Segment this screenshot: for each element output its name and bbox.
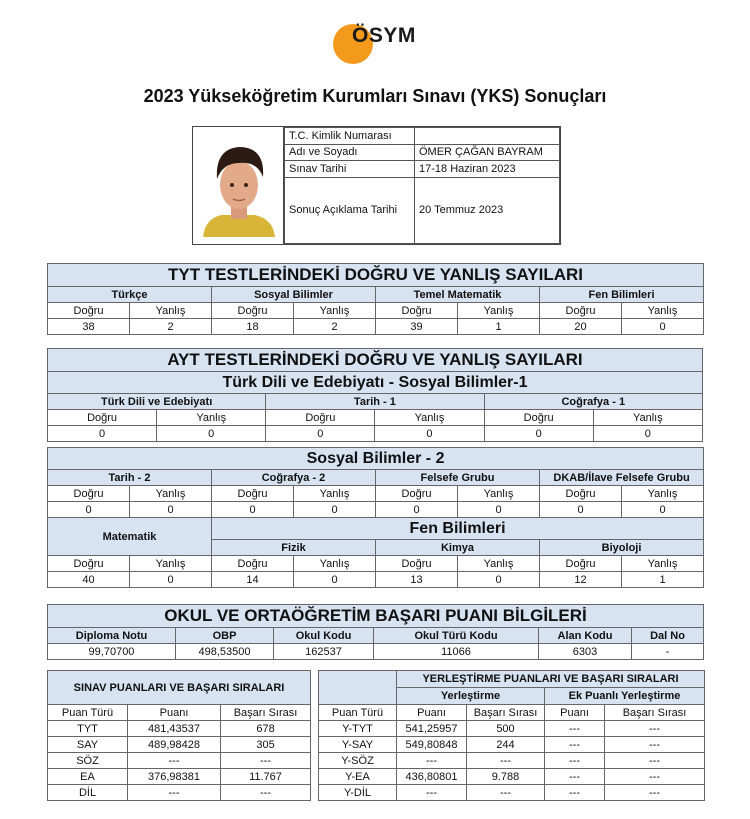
yerlestirme-header: Başarı Sırası bbox=[467, 705, 545, 721]
test-name: DKAB/İlave Felsefe Grubu bbox=[540, 470, 704, 486]
ek-basari-sirasi: --- bbox=[605, 769, 705, 785]
puan-turu: Y-DİL bbox=[319, 785, 397, 801]
test-name: Coğrafya - 2 bbox=[212, 470, 376, 486]
col-dogru: Doğru bbox=[540, 303, 622, 319]
test-name: Felsefe Grubu bbox=[376, 470, 540, 486]
col-yanlis: Yanlış bbox=[157, 410, 266, 426]
test-name: Fizik bbox=[212, 540, 376, 556]
yanlis-value: 0 bbox=[458, 572, 540, 588]
page-title: 2023 Yükseköğretim Kurumları Sınavı (YKS) Sonuçları bbox=[143, 86, 607, 106]
yanlis-value: 0 bbox=[593, 426, 702, 442]
okul-table bbox=[47, 604, 704, 660]
puan: 541,25957 bbox=[397, 721, 467, 737]
dogru-value: 0 bbox=[540, 502, 622, 518]
dogru-value: 0 bbox=[266, 426, 375, 442]
dogru-value: 0 bbox=[48, 426, 157, 442]
test-name: Temel Matematik bbox=[376, 287, 540, 303]
col-dogru: Doğru bbox=[376, 556, 458, 572]
yerlestirme-corner bbox=[319, 671, 397, 705]
test-name: Kimya bbox=[376, 540, 540, 556]
sinav-header: Puanı bbox=[128, 705, 221, 721]
puan-turu: EA bbox=[48, 769, 128, 785]
sinav-header: Başarı Sırası bbox=[221, 705, 311, 721]
table-row bbox=[319, 785, 705, 801]
ek-puan: --- bbox=[545, 753, 605, 769]
col-yanlis: Yanlış bbox=[130, 303, 212, 319]
basari-sirasi: --- bbox=[221, 753, 311, 769]
ek-puan: --- bbox=[545, 785, 605, 801]
puan-turu: DİL bbox=[48, 785, 128, 801]
info-label: Sonuç Açıklama Tarihi bbox=[285, 177, 415, 243]
ek-basari-sirasi: --- bbox=[605, 785, 705, 801]
info-label: T.C. Kimlik Numarası bbox=[285, 128, 415, 145]
table-row bbox=[48, 769, 311, 785]
table-row bbox=[319, 721, 705, 737]
sinav-puanlari-table bbox=[47, 670, 311, 801]
candidate-info-table bbox=[284, 127, 560, 244]
basari-sirasi: 500 bbox=[467, 721, 545, 737]
puan: 489,98428 bbox=[128, 737, 221, 753]
yanlis-value: 2 bbox=[294, 319, 376, 335]
fen-section-title: Fen Bilimleri bbox=[212, 518, 704, 540]
yanlis-value: 0 bbox=[375, 426, 484, 442]
table-row bbox=[319, 769, 705, 785]
info-value bbox=[415, 128, 560, 145]
dogru-value: 13 bbox=[376, 572, 458, 588]
yerlestirme-header: Puan Türü bbox=[319, 705, 397, 721]
table-row bbox=[48, 737, 311, 753]
puan-turu: Y-TYT bbox=[319, 721, 397, 737]
col-yanlis: Yanlış bbox=[622, 556, 704, 572]
puan: 436,80801 bbox=[397, 769, 467, 785]
puan-turu: SÖZ bbox=[48, 753, 128, 769]
yanlis-value: 0 bbox=[622, 319, 704, 335]
test-name: Tarih - 1 bbox=[266, 394, 484, 410]
info-value: 17-18 Haziran 2023 bbox=[415, 161, 560, 178]
col-dogru: Doğru bbox=[540, 486, 622, 502]
dogru-value: 14 bbox=[212, 572, 294, 588]
puan-turu: Y-EA bbox=[319, 769, 397, 785]
yanlis-value: 0 bbox=[157, 426, 266, 442]
dogru-value: 38 bbox=[48, 319, 130, 335]
test-name: Fen Bilimleri bbox=[540, 287, 704, 303]
test-name-matematik: Matematik bbox=[48, 518, 212, 556]
col-yanlis: Yanlış bbox=[458, 556, 540, 572]
ayt-table-1 bbox=[47, 348, 703, 442]
table-row bbox=[48, 753, 311, 769]
col-yanlis: Yanlış bbox=[130, 556, 212, 572]
puan: 376,98381 bbox=[128, 769, 221, 785]
ayt-table-2 bbox=[47, 447, 704, 588]
candidate-info-box bbox=[192, 126, 561, 245]
okul-header: OBP bbox=[176, 628, 274, 644]
basari-sirasi: 11.767 bbox=[221, 769, 311, 785]
yerlestirme-header: Puanı bbox=[397, 705, 467, 721]
okul-value: - bbox=[632, 644, 704, 660]
yanlis-value: 0 bbox=[622, 502, 704, 518]
okul-value: 99,70700 bbox=[48, 644, 176, 660]
col-yanlis: Yanlış bbox=[294, 486, 376, 502]
col-yanlis: Yanlış bbox=[375, 410, 484, 426]
yanlis-value: 1 bbox=[622, 572, 704, 588]
osym-logo-text: ÖSYM bbox=[352, 24, 416, 47]
puan: --- bbox=[128, 785, 221, 801]
tyt-table bbox=[47, 263, 704, 335]
col-dogru: Doğru bbox=[212, 303, 294, 319]
info-row-name bbox=[285, 144, 560, 161]
col-dogru: Doğru bbox=[540, 556, 622, 572]
ek-basari-sirasi: --- bbox=[605, 753, 705, 769]
test-name: Türk Dili ve Edebiyatı bbox=[48, 394, 266, 410]
basari-sirasi: 305 bbox=[221, 737, 311, 753]
ek-puan: --- bbox=[545, 769, 605, 785]
puan-turu: Y-SÖZ bbox=[319, 753, 397, 769]
col-yanlis: Yanlış bbox=[294, 556, 376, 572]
yanlis-value: 0 bbox=[458, 502, 540, 518]
basari-sirasi: 244 bbox=[467, 737, 545, 753]
okul-title: OKUL VE ORTAÖĞRETİM BAŞARI PUANI BİLGİLERİ bbox=[48, 605, 704, 628]
col-dogru: Doğru bbox=[266, 410, 375, 426]
tyt-title: TYT TESTLERİNDEKİ DOĞRU VE YANLIŞ SAYILARI bbox=[48, 264, 704, 287]
puan-turu: SAY bbox=[48, 737, 128, 753]
col-dogru: Doğru bbox=[212, 486, 294, 502]
basari-sirasi: --- bbox=[467, 785, 545, 801]
info-row-exam-date bbox=[285, 161, 560, 178]
puan: --- bbox=[128, 753, 221, 769]
yanlis-value: 0 bbox=[130, 502, 212, 518]
dogru-value: 0 bbox=[484, 426, 593, 442]
info-row-tc bbox=[285, 128, 560, 145]
basari-sirasi: 678 bbox=[221, 721, 311, 737]
puan: 549,80848 bbox=[397, 737, 467, 753]
ek-puan: --- bbox=[545, 721, 605, 737]
dogru-value: 40 bbox=[48, 572, 130, 588]
col-dogru: Doğru bbox=[48, 556, 130, 572]
col-dogru: Doğru bbox=[48, 486, 130, 502]
col-yanlis: Yanlış bbox=[593, 410, 702, 426]
info-label: Adı ve Soyadı bbox=[285, 144, 415, 161]
col-dogru: Doğru bbox=[48, 303, 130, 319]
col-yanlis: Yanlış bbox=[458, 486, 540, 502]
test-name: Türkçe bbox=[48, 287, 212, 303]
basari-sirasi: --- bbox=[467, 753, 545, 769]
portrait-image bbox=[193, 127, 283, 244]
yerlestirme-title: YERLEŞTİRME PUANLARI VE BAŞARI SIRALARI bbox=[397, 671, 705, 688]
okul-header: Alan Kodu bbox=[539, 628, 632, 644]
col-dogru: Doğru bbox=[484, 410, 593, 426]
candidate-photo bbox=[193, 127, 284, 244]
okul-value: 11066 bbox=[374, 644, 539, 660]
osym-logo bbox=[330, 20, 450, 70]
table-row bbox=[319, 737, 705, 753]
info-value: ÖMER ÇAĞAN BAYRAM bbox=[415, 144, 560, 161]
col-dogru: Doğru bbox=[376, 486, 458, 502]
yerlestirme-header: Puanı bbox=[545, 705, 605, 721]
puan: --- bbox=[397, 753, 467, 769]
info-label: Sınav Tarihi bbox=[285, 161, 415, 178]
info-value: 20 Temmuz 2023 bbox=[415, 177, 560, 243]
yanlis-value: 0 bbox=[130, 572, 212, 588]
table-row bbox=[48, 721, 311, 737]
ek-basari-sirasi: --- bbox=[605, 721, 705, 737]
test-name: Tarih - 2 bbox=[48, 470, 212, 486]
yanlis-value: 2 bbox=[130, 319, 212, 335]
okul-header: Dal No bbox=[632, 628, 704, 644]
okul-value: 498,53500 bbox=[176, 644, 274, 660]
yerlestirme-header: Başarı Sırası bbox=[605, 705, 705, 721]
col-yanlis: Yanlış bbox=[622, 303, 704, 319]
basari-sirasi: --- bbox=[221, 785, 311, 801]
puan-turu: Y-SAY bbox=[319, 737, 397, 753]
dogru-value: 12 bbox=[540, 572, 622, 588]
dogru-value: 18 bbox=[212, 319, 294, 335]
table-row bbox=[48, 785, 311, 801]
ek-basari-sirasi: --- bbox=[605, 737, 705, 753]
puan-turu: TYT bbox=[48, 721, 128, 737]
yanlis-value: 1 bbox=[458, 319, 540, 335]
dogru-value: 0 bbox=[48, 502, 130, 518]
okul-header: Okul Kodu bbox=[274, 628, 374, 644]
dogru-value: 39 bbox=[376, 319, 458, 335]
yerlestirme-subtitle: Yerleştirme bbox=[397, 688, 545, 705]
ayt-section-title: Türk Dili ve Edebiyatı - Sosyal Bilimler-1 bbox=[48, 372, 703, 394]
puan: 481,43537 bbox=[128, 721, 221, 737]
col-dogru: Doğru bbox=[212, 556, 294, 572]
yerlestirme-puanlari-table bbox=[318, 670, 705, 801]
basari-sirasi: 9.788 bbox=[467, 769, 545, 785]
table-row bbox=[319, 753, 705, 769]
dogru-value: 20 bbox=[540, 319, 622, 335]
test-name: Biyoloji bbox=[540, 540, 704, 556]
okul-value: 162537 bbox=[274, 644, 374, 660]
yanlis-value: 0 bbox=[294, 502, 376, 518]
dogru-value: 0 bbox=[212, 502, 294, 518]
col-dogru: Doğru bbox=[48, 410, 157, 426]
ek-puan: --- bbox=[545, 737, 605, 753]
col-yanlis: Yanlış bbox=[458, 303, 540, 319]
okul-header: Diploma Notu bbox=[48, 628, 176, 644]
yanlis-value: 0 bbox=[294, 572, 376, 588]
test-name: Sosyal Bilimler bbox=[212, 287, 376, 303]
sinav-title: SINAV PUANLARI VE BAŞARI SIRALARI bbox=[48, 671, 311, 705]
dogru-value: 0 bbox=[376, 502, 458, 518]
col-yanlis: Yanlış bbox=[622, 486, 704, 502]
okul-value: 6303 bbox=[539, 644, 632, 660]
ayt-title: AYT TESTLERİNDEKİ DOĞRU VE YANLIŞ SAYILARI bbox=[48, 349, 703, 372]
ayt-section-title: Sosyal Bilimler - 2 bbox=[48, 448, 704, 470]
col-yanlis: Yanlış bbox=[130, 486, 212, 502]
test-name: Coğrafya - 1 bbox=[484, 394, 702, 410]
col-dogru: Doğru bbox=[376, 303, 458, 319]
info-row-result-date bbox=[285, 177, 560, 243]
okul-header: Okul Türü Kodu bbox=[374, 628, 539, 644]
col-yanlis: Yanlış bbox=[294, 303, 376, 319]
sinav-header: Puan Türü bbox=[48, 705, 128, 721]
puan: --- bbox=[397, 785, 467, 801]
ek-puanli-subtitle: Ek Puanlı Yerleştirme bbox=[545, 688, 705, 705]
